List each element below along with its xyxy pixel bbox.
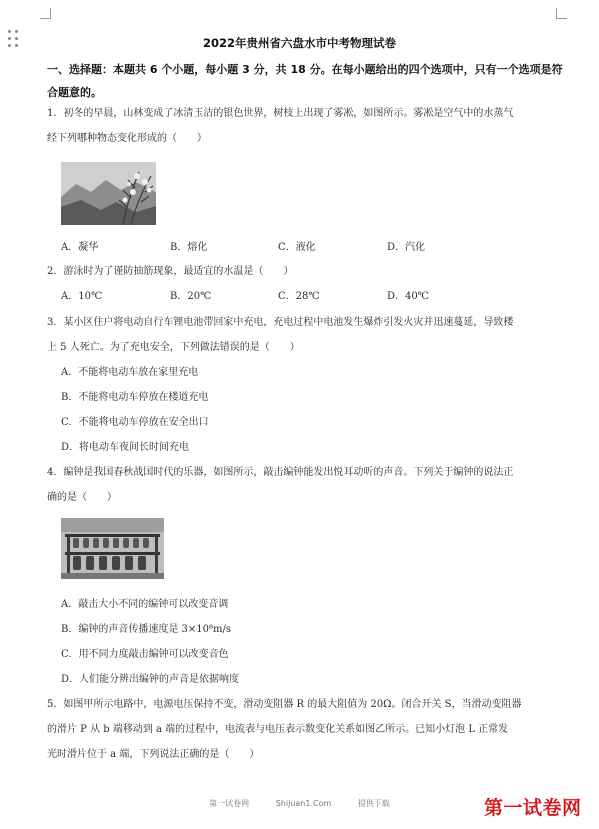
exam-title: 2022年贵州省六盘水市中考物理试卷 [202,36,396,50]
q4-stem-line2: 确的是（ ） [47,492,117,503]
q4-option-d[interactable]: D．人们能分辨出编钟的声音是依据响度 [61,674,240,685]
rime-frost-photo [61,162,156,225]
q3-option-a[interactable]: A．不能将电动车放在家里充电 [61,367,199,378]
q2-stem: 2．游泳时为了谨防抽筋现象，最适宜的水温是（ ） [47,266,294,277]
bianzhong-bells-photo [61,518,164,579]
page-corner-mark-right [556,8,567,19]
q2-option-c[interactable]: C．28℃ [278,291,320,302]
q2-option-d[interactable]: D．40℃ [387,291,429,302]
page-corner-mark-left [40,8,51,19]
q2-option-b[interactable]: B．20℃ [170,291,212,302]
q4-option-c[interactable]: C．用不同力度敲击编钟可以改变音色 [61,649,229,660]
q2-option-a[interactable]: A．10℃ [61,291,103,302]
q3-option-d[interactable]: D．将电动车夜间长时间充电 [61,442,190,453]
q4-option-a[interactable]: A．敲击大小不同的编钟可以改变音调 [61,599,229,610]
q1-option-b[interactable]: B．熔化 [170,242,208,253]
q1-option-d[interactable]: D．汽化 [387,242,426,253]
q5-stem-line2: 的滑片 P 从 b 端移动到 a 端的过程中，电流表与电压表示数变化关系如图乙所示。已知小灯泡 L 正常发 [47,724,509,735]
q4-option-b[interactable]: B．编钟的声音传播速度是 3×10⁸m/s [61,624,231,635]
q1-option-a[interactable]: A．凝华 [61,242,99,253]
q3-stem-line2: 上 5 人死亡。为了充电安全，下列做法错误的是（ ） [47,342,300,353]
footer-site-name: 第一试卷网 [209,799,250,808]
q5-stem-line1: 5．如图甲所示电路中，电源电压保持不变，滑动变阻器 R 的最大阻值为 20Ω。闭合开关 S，当滑动变阻器 [47,699,522,710]
q1-option-c[interactable]: C．液化 [278,242,316,253]
q3-option-c[interactable]: C．不能将电动车停放在安全出口 [61,417,209,428]
footer-site-url[interactable]: Shijuan1.Com [275,799,332,808]
footer-provider-note: 提供下载 [357,799,390,808]
q1-stem-line1: 1．初冬的早晨，山林变成了冰清玉洁的银色世界，树枝上出现了雾凇，如图所示。雾凇是空气中的水蒸气 [47,108,514,119]
q3-stem-line1: 3．某小区住户将电动自行车锂电池带回家中充电，充电过程中电池发生爆炸引发火灾并迅速蔓延，导致楼 [47,317,514,328]
q4-stem-line1: 4．编钟是我国春秋战国时代的乐器，如图所示，敲击编钟能发出悦耳动听的声音。下列关于编钟的说法正 [47,467,514,478]
brand-logo: 第一试卷网 [484,797,582,819]
q3-option-b[interactable]: B．不能将电动车停放在楼道充电 [61,392,209,403]
q1-stem-line2: 经下列哪种物态变化形成的（ ） [47,133,207,144]
q5-stem-line3: 光时滑片位于 a 端，下列说法正确的是（ ） [47,749,260,760]
section-heading: 一、选择题：本题共 6 个小题，每小题 3 分，共 18 分。在每小题给出的四个选项中，只有一个选项是符合题意的。 [47,63,563,99]
